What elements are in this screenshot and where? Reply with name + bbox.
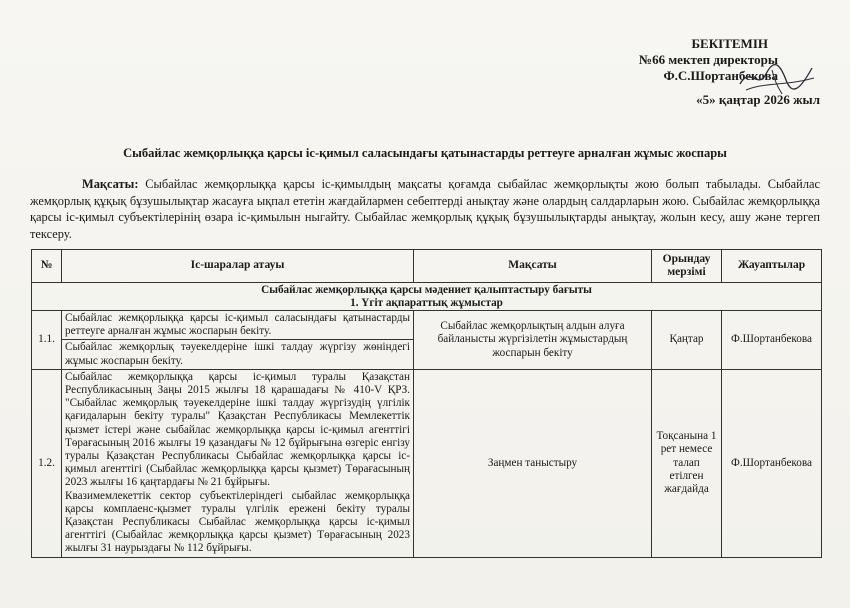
- row-deadline: Тоқсанына 1 рет немесе талап етілген жағдайда: [652, 369, 722, 557]
- row-goal: Заңмен таныстыру: [414, 369, 652, 557]
- plan-table: [31, 249, 822, 558]
- header-activity: Іс-шаралар атауы: [62, 250, 414, 283]
- row-goal: Сыбайлас жемқорлықтың алдын алуға байланысты жүргізілетін жұмыстардың жоспарын бекіту: [414, 311, 652, 370]
- row-num: 1.1.: [32, 311, 62, 370]
- signature-icon: [736, 60, 816, 98]
- row-activity-part: Сыбайлас жемқорлыққа қарсы іс-қимыл туралы Қазақстан Республикасының Заңы 2015 жылғы 18 қарашадағы № 410-V ҚРЗ. "Сыбайлас жемқорлық тәуекелдеріне ішкі талдау жүргізудің үлгілік қағидаларын бекіту туралы" Қазақстан Республикасы Мемлекеттік қызмет істері және сыбайлас жемқорлыққа қарсы іс-қимыл агенттігі Төрағасының 2016 жылғы 19 қазандағы № 12 бұйрығына өзгеріс енгізу туралы Қазақстан Республикасы Сыбайлас жемқорлыққа қарсы іс-қимыл агенттігі (Сыбайлас жемқорлыққа қарсы қызмет) Төрағасының 2023 жылғы 16 қаңтардағы № 21 бұйрығы.: [65, 370, 410, 489]
- table-row: [32, 311, 822, 340]
- row-activity: [62, 369, 414, 557]
- document-title: Сыбайлас жемқорлыққа қарсы іс-қимыл саласындағы қатынастарды реттеуге арналған жұмыс жоспары: [123, 146, 727, 160]
- purpose-label: Мақсаты:: [82, 177, 139, 191]
- table-row: [32, 369, 822, 557]
- section-row: [32, 283, 822, 311]
- row-activity-part: Квазимемлекеттік сектор субъектілеріндегі сыбайлас жемқорлыққа қарсы комплаенс-қызмет туралы үлгілік ережені бекіту туралы Қазақстан Республикасы Сыбайлас жемқорлыққа қарсы іс-қимыл агенттігі (Сыбайлас жемқорлыққа қарсы қызмет) Төрағасының 2023 жылғы 31 наурыздағы № 112 бұйрығы.: [65, 489, 410, 555]
- subsection-title: 1. Үгіт ақпараттық жұмыстар: [350, 296, 503, 309]
- row-deadline: Қаңтар: [652, 311, 722, 370]
- row-responsible: Ф.Шортанбекова: [722, 311, 822, 370]
- approval-name: Ф.С.Шортанбекова: [663, 68, 778, 83]
- header-num: №: [32, 250, 62, 283]
- purpose-text: Сыбайлас жемқорлыққа қарсы іс-қимылдың мақсаты қоғамда сыбайлас жемқорлықты жою болып табылады. Сыбайлас жемқорлық құқық бұзушылықтар жасауға ықпал ететін жағдайлармен себептерді анықтау және олардың салдарларын жою. Сыбайлас жемқорлыққа қарсы іс-қимыл субъектілерінің өзара іс-қимылын ныгайту. Сыбайлас жемқорлық құқық бұзушылықтарды анықтау, жолын кесу, ашу және тергеп тексеру.: [30, 177, 820, 241]
- row-activity: Сыбайлас жемқорлыққа қарсы іс-қимыл саласындағы қатынастарды реттеуге арналған жұмыс жоспарын бекіту.: [62, 311, 414, 340]
- purpose-paragraph: [30, 176, 820, 242]
- row-activity: Сыбайлас жемқорлық тәуекелдеріне ішкі талдау жүргізу жөніндегі жұмыс жоспарын бекіту.: [62, 340, 414, 369]
- section-title: Сыбайлас жемқорлыққа қарсы мәдениет қалыптастыру бағыты: [261, 284, 592, 296]
- header-responsible: Жауаптылар: [722, 250, 822, 283]
- row-responsible: Ф.Шортанбекова: [722, 369, 822, 557]
- table-header-row: [32, 250, 822, 283]
- approval-position: №66 мектеп директоры: [639, 52, 778, 67]
- header-deadline: Орындау мерзімі: [652, 250, 722, 283]
- approval-date: «5» қаңтар 2026 жыл: [696, 92, 820, 107]
- approval-title: БЕКІТЕМІН: [691, 36, 768, 51]
- row-num: 1.2.: [32, 369, 62, 557]
- header-goal: Мақсаты: [414, 250, 652, 283]
